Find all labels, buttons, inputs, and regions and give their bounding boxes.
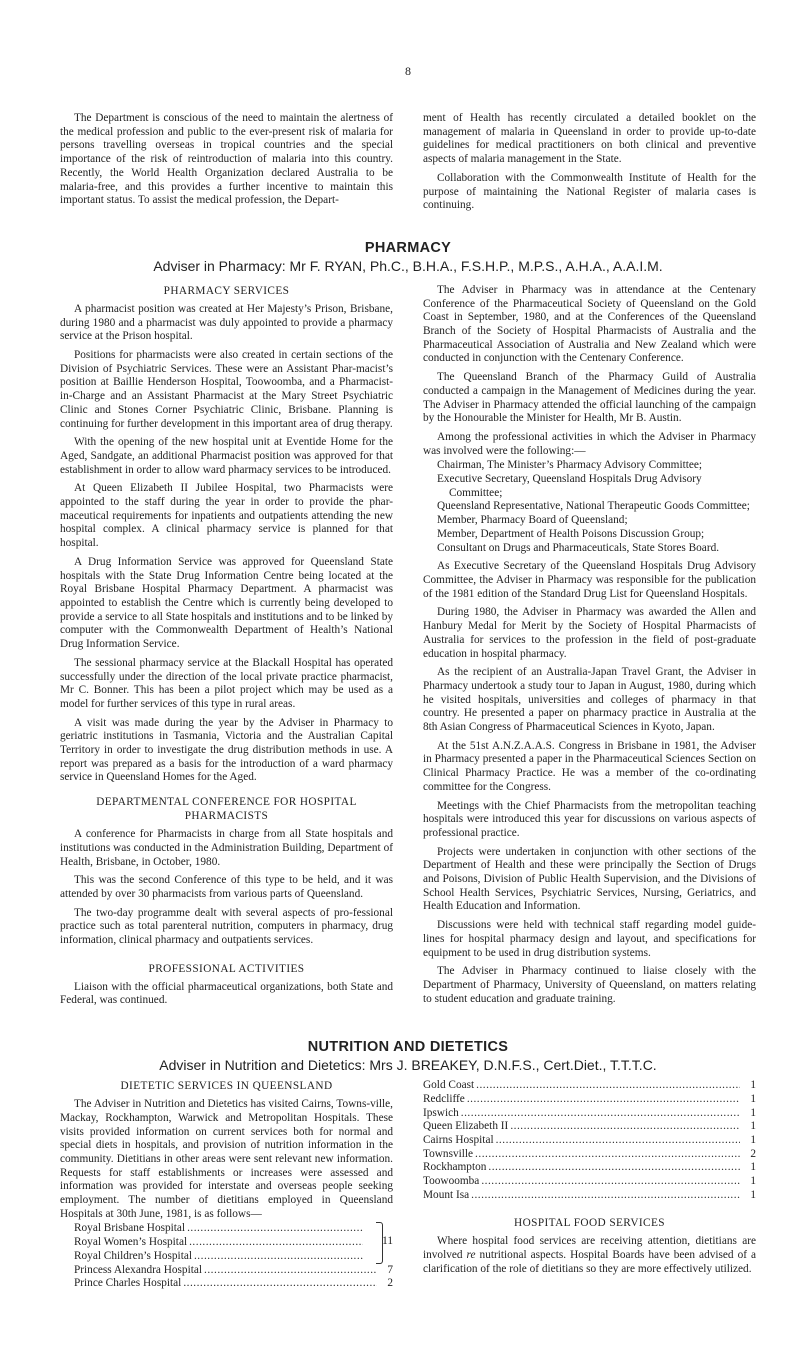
- list-item: Cairns Hospital ..... 1: [423, 1134, 756, 1148]
- subheading: DIETETIC SERVICES IN QUEENSLAND: [120, 1080, 333, 1093]
- list-item: Mount Isa ..... 1: [423, 1189, 756, 1203]
- dietitian-count-list: [74, 1222, 393, 1291]
- adviser-line: Adviser in Pharmacy: Mr F. RYAN, Ph.C., B.H.A., F.S.H.P., M.P.S., A.H.A., A.A.I.M.: [153, 257, 663, 274]
- paragraph: At Queen Elizabeth II Jubilee Hospital, two Pharmacists were appointed to the staff during the year in order to provide the phar-maceutical requirements for inpatients and outpatients attending the new hospital complex. A clinical pharmacy service is planned for that hospital.: [60, 482, 393, 550]
- paragraph: The Queensland Branch of the Pharmacy Guild of Australia conducted a campaign in the Management of Medicines during the year. The Adviser in Pharmacy attended the official launching of the campaign by the Honourable the Minister for Health, Mr B. Austin.: [423, 371, 756, 425]
- list-item: Royal Children’s Hospital .....: [74, 1250, 393, 1264]
- list-item: Member, Pharmacy Board of Queensland;: [437, 514, 628, 527]
- list-item: Chairman, The Minister’s Pharmacy Advisory Committee;: [437, 459, 703, 472]
- list-item: Toowoomba ..... 1: [423, 1175, 756, 1189]
- subheading: PHARMACY SERVICES: [163, 284, 290, 297]
- nutrition-left-column: [60, 1079, 393, 1291]
- list-item: Ipswich ..... 1: [423, 1107, 756, 1121]
- list-item: Gold Coast ..... 1: [423, 1079, 756, 1093]
- paragraph: As the recipient of an Australia-Japan Travel Grant, the Adviser in Pharmacy undertook a study tour to Japan in August, 1980, during which he visited hospitals, universities and colleges of pharmacy in that country. He presented a paper on pharmacy practice in Australia at the 8th Asian Congress of Pharmaceutical Sciences in Kyoto, Japan.: [423, 666, 756, 734]
- grouped-count: 11: [382, 1235, 393, 1248]
- paragraph: The Adviser in Nutrition and Dietetics has visited Cairns, Towns-ville, Mackay, Rockhampton, Warwick and Metropolitan Hospitals. These visits provided information on current services both for normal and special diets in hospitals, and provision of nutrition information in the community. Dietitians in other areas were sent relevant new information. Requests for staff establishments or increases were assessed and information was provided for interstate and overseas people seeking employment. The number of dietitians employed in Queensland Hospitals at 30th June, 1981, is as follows—: [60, 1098, 393, 1220]
- paragraph: As Executive Secretary of the Queensland Hospitals Drug Advisory Committee, the Adviser in Pharmacy was responsible for the publication of the 1981 edition of the Standard Drug List for Queensland Hospitals.: [423, 560, 756, 600]
- intro-section: [60, 112, 756, 218]
- list-item: Royal Women’s Hospital .....: [74, 1236, 393, 1250]
- list-item: Redcliffe ..... 1: [423, 1093, 756, 1107]
- intro-paragraph-continued: ment of Health has recently circulated a detailed booklet on the management of malaria in Queensland in order to provide up-to-date guidelines for medical practitioners on both clinical and preventive aspects of malaria management in the State.: [423, 112, 756, 166]
- dietitian-count-list: [423, 1079, 756, 1202]
- paragraph: Where hospital food services are receiving attention, dietitians are involved re nutritional aspects. Hospital Boards have been advised of a clarification of the role of dietitians so they are more effectively utilized.: [423, 1235, 757, 1275]
- list-item: Queensland Representative, National Therapeutic Goods Committee;: [437, 500, 750, 513]
- intro-right-column: [423, 112, 756, 218]
- subheading: PROFESSIONAL ACTIVITIES: [148, 962, 305, 975]
- subheading: HOSPITAL FOOD SERVICES: [514, 1217, 665, 1230]
- intro-paragraph: Collaboration with the Commonwealth Institute of Health for the purpose of maintaining the National Register of malaria cases is continuing.: [423, 171, 756, 212]
- pharmacy-right-column: [423, 284, 756, 1013]
- paragraph: A visit was made during the year by the Adviser in Pharmacy to geriatric institutions in Tasmania, Victoria and the Australian Capital Territory in order to investigate the drug distribution methods in use. A report was prepared as a basis for the introduction of a ward pharmacy service in Queensland Homes for the Aged.: [60, 716, 393, 784]
- nutrition-section: [60, 1039, 756, 1291]
- pharmacy-left-column: [60, 284, 393, 1013]
- list-item: Queen Elizabeth II ..... 1: [423, 1120, 756, 1134]
- list-item: Executive Secretary, Queensland Hospitals Drug Advisory Committee;: [437, 473, 702, 499]
- paragraph: Positions for pharmacists were also created in certain sections of the Division of Psychiatric Services. These were an Assistant Phar-macist’s position at Baillie Henderson Hospital, Toowoomba, and a Pharmacist-in-Charge and an Assistant Pharmacist at the Mary Street Psychiatric Clinic and Stones Corner Psychiatric Clinic, Brisbane. Planning is continuing for further development in this important area of drug therapy.: [60, 349, 393, 430]
- paragraph: The two-day programme dealt with several aspects of pro-fessional practice such as total parenteral nutrition, computers in pharmacy, drug information, clinical pharmacy and outpatients services.: [60, 906, 393, 947]
- paragraph: The Adviser in Pharmacy was in attendance at the Centenary Conference of the Pharmaceutical Society of Queensland on the Gold Coast in September, 1980, and at the Conferences of the Queensland Branch of the Society of Hospital Pharmacists of Australia and the Pharmaceutical Association of Australia and New Zealand which were conducted in conjunction with the Centenary Conference.: [423, 283, 756, 365]
- brace-group: [74, 1222, 393, 1263]
- paragraph: Projects were undertaken in conjunction with other sections of the Department of Health and these were principally the Section of Drugs and Poisons, Division of Public Health Supervision, and the Divisions of School Health Services, Psychiatric Services, Nursing, Geriatrics, and Health Education and Information.: [423, 845, 756, 913]
- section-title: NUTRITION AND DIETETICS: [307, 1039, 509, 1056]
- roles-list: [423, 459, 756, 555]
- paragraph: Liaison with the official pharmaceutical organizations, both State and Federal, was continued.: [60, 980, 393, 1007]
- list-item: Consultant on Drugs and Pharmaceuticals, State Stores Board.: [437, 541, 720, 554]
- page-number: 8: [405, 64, 411, 78]
- document-page: [60, 0, 756, 1291]
- list-item: Member, Department of Health Poisons Discussion Group;: [437, 527, 705, 540]
- paragraph: Meetings with the Chief Pharmacists from the metropolitan teaching hospitals were introduced this year for discussions on various aspects of professional practice.: [423, 799, 756, 839]
- paragraph: This was the second Conference of this type to be held, and it was attended by over 30 pharmacists from various parts of Queensland.: [60, 874, 393, 900]
- section-title: PHARMACY: [364, 239, 452, 256]
- intro-paragraph: The Department is conscious of the need to maintain the alertness of the medical profession and public to the ever-present risk of malaria for persons travelling overseas in tropical countries and the special importance of the risk of reintroduction of malaria into this country. Recently, the World Health Organization declared Australia to be malaria-free, and this provides a further incentive to maintain this important status. To assist the medical profession, the Depart-: [60, 112, 393, 207]
- paragraph: During 1980, the Adviser in Pharmacy was awarded the Allen and Hanbury Medal for Merit by the Society of Hospital Pharmacists of Australia for services to the profession in the field of post-graduate education in hospital pharmacy.: [423, 606, 756, 660]
- list-item: Rockhampton ..... 1: [423, 1161, 756, 1175]
- adviser-line: Adviser in Nutrition and Dietetics: Mrs J. BREAKEY, D.N.F.S., Cert.Diet., T.T.T.C.: [159, 1057, 657, 1074]
- list-item: Townsville ..... 2: [423, 1148, 756, 1162]
- pharmacy-section: [60, 240, 756, 1013]
- paragraph: The Adviser in Pharmacy continued to liaise closely with the Department of Pharmacy, University of Queensland, on matters relating to student education and graduate training.: [423, 965, 756, 1005]
- list-item: Princess Alexandra Hospital ..... 7: [74, 1264, 393, 1278]
- paragraph: A pharmacist position was created at Her Majesty’s Prison, Brisbane, during 1980 and a pharmacist was duly appointed to provide a pharmacy service at the Prison hospital.: [60, 302, 393, 343]
- paragraph: With the opening of the new hospital unit at Eventide Home for the Aged, Sandgate, an additional Pharmacist position was approved for that establishment in order to allow ward pharmacy services to be introduced.: [60, 436, 393, 476]
- nutrition-right-column: [423, 1079, 756, 1291]
- subheading: DEPARTMENTAL CONFERENCE FOR HOSPITAL PHARMACISTS: [96, 796, 357, 823]
- intro-left-column: [60, 112, 393, 218]
- paragraph: Discussions were held with technical staff regarding model guide-lines for hospital pharmacy design and layout, and specifications for equipment to be used in drug distribution systems.: [423, 919, 756, 959]
- paragraph: Among the professional activities in which the Adviser in Pharmacy was involved were the following:—: [423, 430, 756, 457]
- paragraph: The sessional pharmacy service at the Blackall Hospital has operated successfully under the direction of the local private practice pharmacist, Mr C. Bonner. This has been a pilot project which may be used as a model for further services of this type in rural areas.: [60, 656, 393, 710]
- paragraph: A conference for Pharmacists in charge from all State hospitals and institutions was conducted in the Administration Building, Department of Health, Brisbane, in October, 1980.: [60, 828, 393, 868]
- list-item: Royal Brisbane Hospital .....: [74, 1222, 393, 1236]
- paragraph: A Drug Information Service was approved for Queensland State hospitals with the State Drug Information Centre being located at the Royal Brisbane Hospital Pharmacy Department. A pharmacist was appointed to establish the Centre which is currently being developed to provide a service to all State hospitals and institutions and to be linked by computer with the Commonwealth Department of Health’s National Drug Information Service.: [60, 555, 393, 651]
- list-item: Prince Charles Hospital ..... 2: [74, 1277, 393, 1291]
- paragraph: At the 51st A.N.Z.A.A.S. Congress in Brisbane in 1981, the Adviser in Pharmacy presented a paper in the Pharmaceutical Sciences Section on Clinical Pharmacy Practice. He was a member of the co-ordinating committee for the Congress.: [423, 739, 756, 793]
